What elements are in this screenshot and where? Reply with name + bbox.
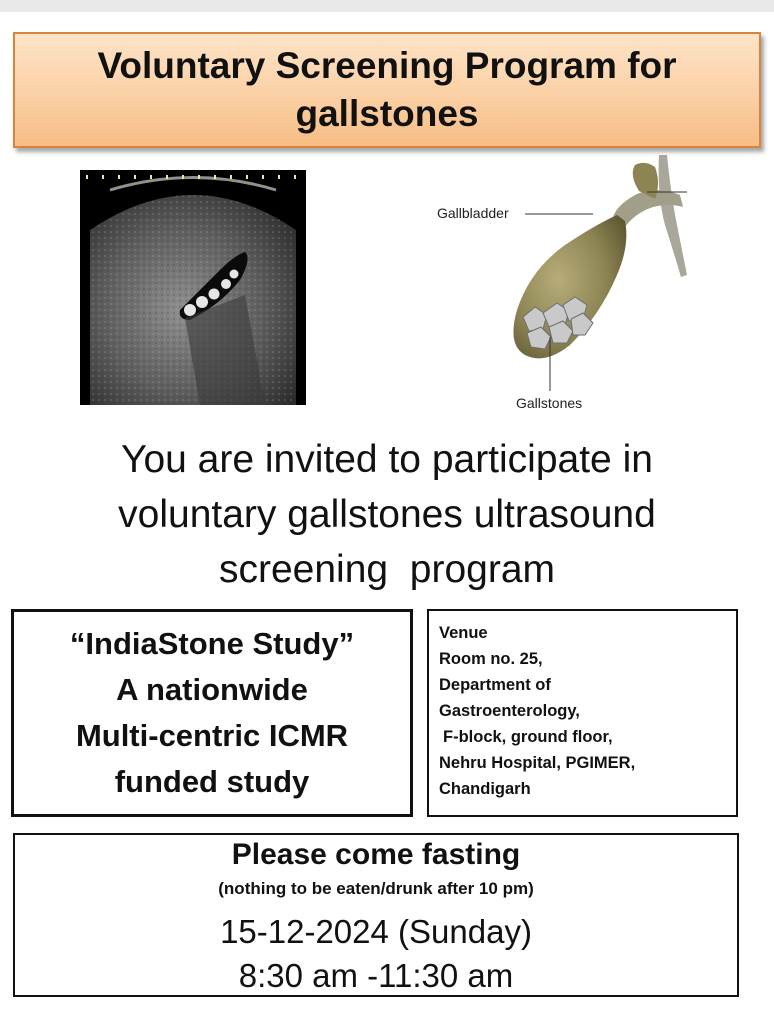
gallstones-label: Gallstones (516, 395, 583, 411)
title-banner (13, 32, 761, 148)
venue-line: F-block, ground floor, (443, 728, 613, 746)
gallbladder-illustration (425, 155, 690, 420)
venue-heading: Venue (439, 624, 488, 642)
title-line-1: Voluntary Screening Program for (97, 45, 677, 86)
venue-line: Gastroenterology, (439, 702, 580, 720)
study-line-3: Multi-centric ICMR (75, 718, 349, 753)
gallbladder-diagram (425, 155, 690, 420)
invitation-line-1: You are invited to participate in (121, 438, 653, 481)
title-line-2: gallstones (295, 93, 479, 134)
invitation-text (30, 432, 744, 597)
fasting-heading: Please come fasting (231, 838, 521, 871)
venue-box (427, 609, 738, 817)
study-line-2: A nationwide (116, 672, 308, 707)
study-name: “IndiaStone Study” (69, 626, 355, 661)
venue-line: Room no. 25, (439, 650, 543, 668)
venue-line: Nehru Hospital, PGIMER, (439, 754, 636, 772)
invitation-line-3: screening program (219, 548, 555, 591)
study-info-box (11, 609, 413, 817)
event-date: 15-12-2024 (Sunday) (220, 913, 532, 950)
study-line-4: funded study (114, 764, 310, 799)
invitation-line-2: voluntary gallstones ultrasound (118, 493, 656, 536)
top-status-strip (0, 0, 774, 12)
ultrasound-image (80, 170, 306, 405)
venue-line: Department of (439, 676, 551, 694)
venue-line: Chandigarh (439, 780, 531, 798)
fasting-info-box (13, 833, 739, 997)
fasting-note: (nothing to be eaten/drunk after 10 pm) (218, 879, 534, 898)
event-time: 8:30 am -11:30 am (238, 957, 514, 994)
gallbladder-label: Gallbladder (437, 205, 509, 221)
